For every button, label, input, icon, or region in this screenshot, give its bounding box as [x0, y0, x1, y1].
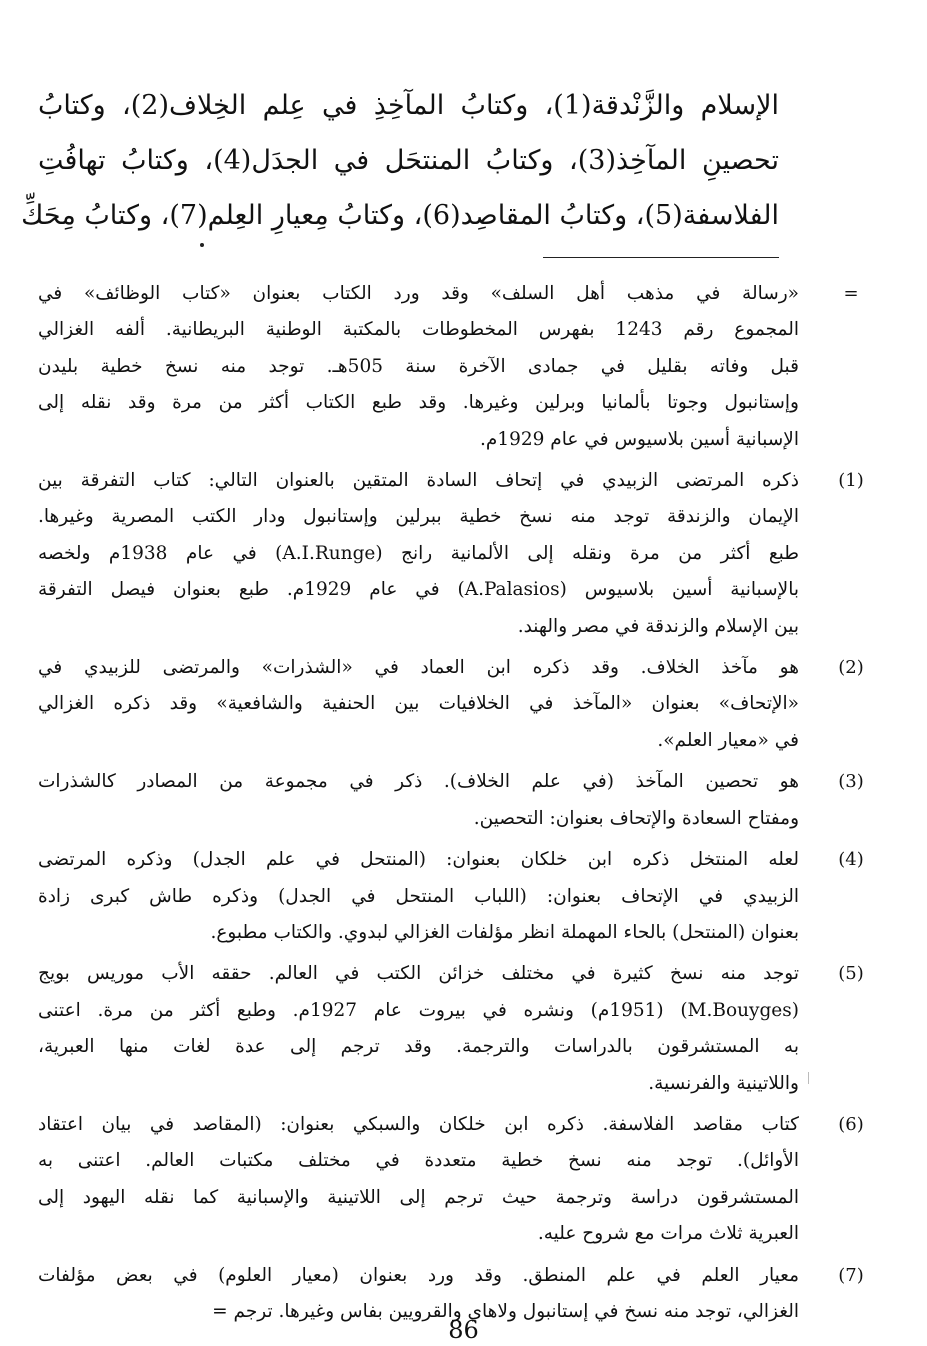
footnote-line: قبل وفاته بقليل في جمادى الآخرة سنة 505هـ. توجد منه نسخ خطية بليدن: [38, 355, 799, 377]
page-number: 86: [448, 1316, 479, 1344]
footnote-number: (4): [838, 849, 864, 871]
main-text-line: الفلاسفة(5)، وكتابُ المقاصِد(6)، وكتابُ مِعيارِ العِلم(7)، وكتابُ مِحَكِّ: [21, 200, 779, 231]
footnote-line: كتاب مقاصد الفلاسفة. ذكره ابن خلكان والسبكي بعنوان: (المقاصد في بيان اعتقاد: [38, 1113, 799, 1135]
footnote: [38, 463, 864, 645]
footnote-line: «الإتحاف» بعنوان «المآخذ في الخلافيات بين الحنفية والشافعية» وقد ذكره الغزالي: [38, 693, 799, 715]
footnote: [38, 764, 864, 837]
footnote-separator: [543, 257, 779, 258]
footnote-line: واللاتينية والفرنسية.: [648, 1072, 799, 1094]
footnote-number: (3): [838, 771, 864, 793]
footnote-line: ذكره المرتضى الزبيدي في إتحاف السادة المتقين بالعنوان التالي: كتاب التفرقة بين: [38, 470, 799, 492]
footnote-number: (6): [838, 1113, 864, 1135]
ink-speck: [200, 243, 204, 247]
footnote-line: هو تحصين المآخذ (في علم الخلاف). ذكر في مجموعة من المصادر كالشذرات: [38, 771, 799, 793]
footnote-line: الغزالي، توجد منه نسخ في إستانبول ولاهاي والقرويين بفاس وغيرها. ترجم =: [212, 1300, 799, 1322]
main-text-line: الإسلام والزَّنْدقة(1)، وكتابُ المآخِذِ في عِلم الخِلاف(2)، وكتابُ: [38, 90, 780, 121]
footnote-line: طبع أكثر من مرة ونقله إلى الألمانية رانج (A.I.Runge) في عام 1938م ولخصه: [38, 542, 799, 564]
footnote-line: لعله المنتخل ذكره ابن خلكان بعنوان: (المنتحل في علم الجدل) وذكره المرتضى: [38, 849, 799, 871]
footnote-number: (2): [838, 657, 864, 679]
footnote-line: به المستشرقون بالدراسات والترجمة. وقد ترجم إلى عدة لغات منها العبرية،: [38, 1036, 799, 1058]
footnote-line: توجد منه نسخ كثيرة في مختلف خزائن الكتب في العالم. حققه الأب موريس بويج: [38, 963, 799, 985]
footnote-line: (M.Bouyges) (1951م) ونشره في بيروت عام 1927م. وطبع أكثر من مرة. اعتنى: [38, 999, 799, 1021]
footnote-line: ومفتاح السعادة والإتحاف بعنوان: التحصين.: [473, 807, 799, 829]
footnote-line: المستشرقون دراسة وترجمة حيث ترجم إلى اللاتينية والإسبانية كما نقله اليهود إلى: [38, 1186, 799, 1208]
footnote: [38, 842, 864, 951]
footnote: [38, 650, 864, 759]
footnote-line: بين الإسلام والزندقة في مصر والهند.: [517, 615, 799, 637]
footnote-line: المجموع رقم 1243 بفهرس المخطوطات بالمكتبة الوطنية البريطانية. ألفه الغزالي: [38, 319, 799, 341]
footnote-number: (5): [838, 963, 864, 985]
footnote-line: بالإسبانية أسين بلاسيوس (A.Palasios) في عام 1929م. طبع بعنوان فيصل التفرقة: [38, 579, 799, 601]
footnote-line: الأوائل). توجد منه نسخ خطية متعددة في مختلف مكتبات العالم. اعتنى به: [38, 1150, 799, 1172]
footnote: [38, 1107, 864, 1253]
footnote-line: وإستانبول وجوتا بألمانيا وبرلين وغيرها. وقد طبع الكتاب أكثر من مرة وقد نقله إلى: [38, 392, 799, 414]
footnote-line: بعنوان (المنتحل) بالحاء المهملة انظر مؤلفات الغزالي لبدوي. والكتاب مطبوع.: [210, 921, 799, 943]
main-text-paragraph: [21, 78, 780, 243]
footnote: [38, 956, 864, 1102]
footnote-line: «رسالة في مذهب أهل السلف» وقد ورد الكتاب بعنوان «كتاب الوظائف» في: [38, 283, 799, 304]
footnote-line: في «معيار العلم».: [657, 729, 799, 751]
footnote: [38, 276, 859, 458]
footnote-line: العبرية ثلاث مرات مع شروح عليه.: [537, 1223, 799, 1245]
footnote-number: (7): [838, 1264, 864, 1286]
footnote-line: الزبيدي في الإتحاف بعنوان: (اللباب المنتحل في الجدل) وذكره طاش كبرى زادة: [38, 885, 799, 907]
footnote-line: الإسبانية أسين بلاسيوس في عام 1929م.: [479, 428, 799, 450]
footnotes-section: [38, 276, 864, 1335]
footnote-line: الإيمان والزندقة توجد منه نسخ خطية ببرلين وإستانبول ودار الكتب المصرية وغيرها.: [38, 506, 799, 528]
main-text-line: تحصينِ المآخِذ(3)، وكتابُ المنتحَل في الجدَل(4)، وكتابُ تهافُتِ: [38, 145, 780, 176]
footnote-number: =: [843, 283, 859, 304]
footnote-number: (1): [838, 470, 864, 492]
footnote-line: هو مآخذ الخلاف. وقد ذكره ابن العماد في «الشذرات» والمرتضى للزبيدي في: [38, 657, 799, 679]
footnote-line: معيار العلم في علم المنطق. وقد ورد بعنوان (معيار العلوم) في بعض مؤلفات: [38, 1264, 799, 1286]
margin-mark: [808, 1072, 809, 1084]
